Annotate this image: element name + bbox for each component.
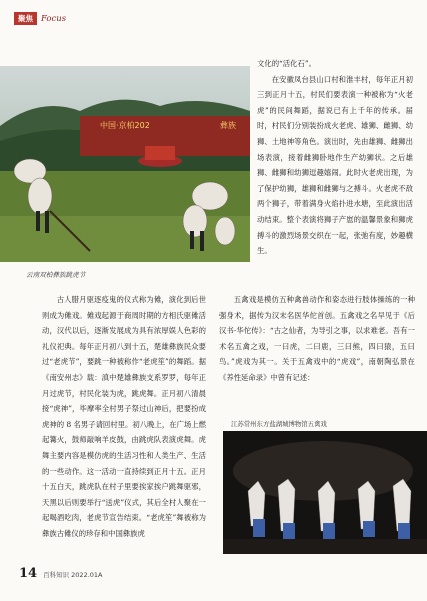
page-number: 14 — [19, 566, 38, 581]
svg-text:中国·京柏202: 中国·京柏202 — [100, 121, 150, 130]
section-tag-en: Focus — [41, 13, 67, 24]
page-footer — [19, 566, 103, 581]
paragraph: 文化的“活化石”。 — [257, 59, 316, 68]
right-bottom-column — [219, 292, 415, 386]
tiger-festival-photo — [0, 66, 250, 262]
paragraph: 在安徽凤台县山口村和淮丰村，每年正月初三到正月十五，村民们要表演一种被称为“火老虎”的民间舞蹈，据说已有上千年的传承。届时，村民们分别装扮成火老虎、雄狮、雌狮、幼狮、土地神等角色。演出时，先由雄狮、雌狮出场表演，接着雌狮卧地作生产幼狮状。之后雄狮、雌狮和幼狮逗趣嬉闹。此时火老虎出现，为了保护幼狮，雄狮和雌狮与之搏斗。火老虎不敌两个狮子，带着满身火焰扑进水塘，至此演出活动结束。整个表演将狮子产崽的温馨景象和狮虎搏斗的激烈场景交织在一起，张弛有度，妙趣横生。 — [257, 74, 413, 256]
paragraph: 古人腊月驱逐疫鬼的仪式称为傩，演化到后世则成为傩戏。傩戏起源于商周时期的方相氏驱傩活动，汉代以后，逐渐发展成为具有浓厚娱人色彩的礼仪祀典。每年正月初八到十五，楚雄彝族民众要过“老虎节”，要跳一种被称作“老虎笙”的舞蹈。据《南安州志》载：滇中楚雄彝族支系罗罗，每年正月过虎节，村民化装为虎，跳虎舞。正月初八清晨接“虎神”，毕摩率全村男子祭过山神后，把要扮成虎神的 8 名男子请回村里。初八晚上，在广场上燃起篝火，鼓师敲响羊皮鼓，由跳虎队表演虎舞。虎舞主要内容是模仿虎的生活习性和人类生产、生活的一些动作。这一活动一直持续到正月十五。正月十五白天，跳虎队在村子里要挨家挨户跳舞驱邪，天黑以后则要举行“送虎”仪式，其后全村人聚在一起喝酒吃肉，老虎节宣告结束。“老虎笙”舞被称为彝族古傩仪的珍存和中国彝族虎 — [42, 295, 206, 538]
left-bottom-column — [42, 292, 206, 542]
right-top-column — [257, 56, 413, 259]
photo1-caption: 云南双柏彝族跳虎节 — [26, 271, 86, 279]
svg-text:彝族: 彝族 — [220, 121, 236, 130]
photo2-caption: 江苏常州东方盐湖城博物馆五禽戏 — [231, 420, 327, 428]
wuqinxi-photo — [223, 431, 427, 554]
section-tag: 聚焦 — [14, 12, 37, 25]
magazine-issue: 百科知识 2022.01A — [43, 571, 103, 579]
section-header — [14, 12, 66, 25]
paragraph: 五禽戏是模仿五种禽兽动作和姿态进行肢体操练的一种强身术，据传为汉末名医华佗首创。五禽戏之名早见于《后汉书·华佗传》：“古之仙者，为导引之事，以求难老。吾有一术名五禽之戏，一曰虎，二曰鹿，三曰熊，四曰猿，五曰鸟。”虎戏为其一。关于五禽戏中的“虎戏”，南朝陶弘景在《养性延命录》中曾有记述： — [219, 295, 415, 382]
